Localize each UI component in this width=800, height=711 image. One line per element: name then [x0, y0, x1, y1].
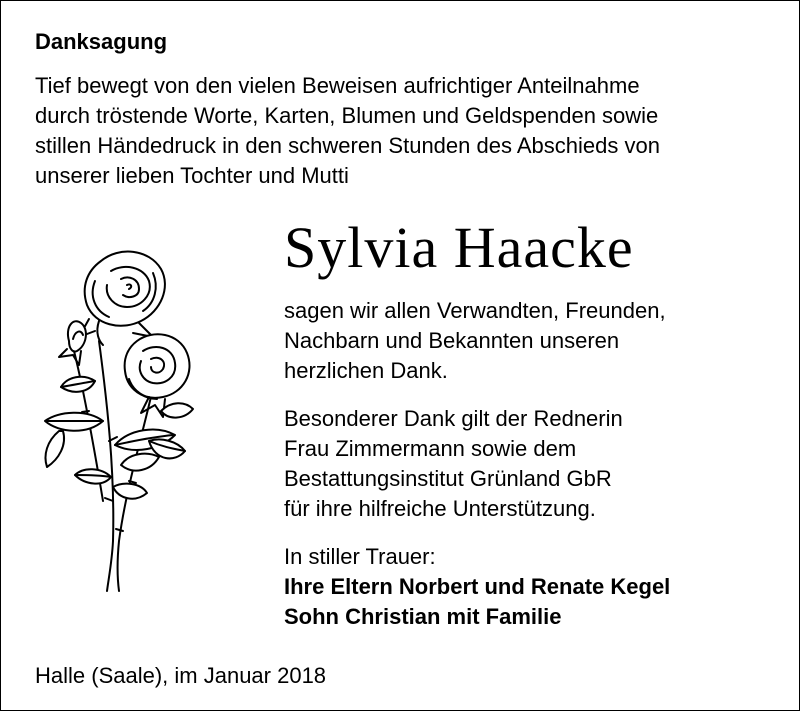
place-and-date: Halle (Saale), im Januar 2018 [35, 663, 327, 688]
intro-line: unserer lieben Tochter und Mutti [35, 163, 349, 188]
mourner-name: Sohn Christian mit Familie [284, 604, 562, 629]
special-thanks-line: Frau Zimmermann sowie dem [284, 436, 577, 461]
thanks-line: sagen wir allen Verwandten, Freunden, [284, 298, 666, 323]
thanks-line: Nachbarn und Bekannten unseren [284, 328, 620, 353]
mourning-label: In stiller Trauer: [284, 544, 436, 569]
intro-line: stillen Händedruck in den schweren Stunden des Abschieds von [35, 133, 660, 158]
roses-illustration [29, 241, 199, 601]
intro-line: Tief bewegt von den vielen Beweisen aufrichtiger Anteilnahme [35, 73, 640, 98]
rose-bud [59, 321, 86, 365]
special-thanks-line: Besonderer Dank gilt der Rednerin [284, 406, 623, 431]
mourners-block [284, 542, 764, 632]
special-thanks-line: für ihre hilfreiche Unterstützung. [284, 496, 596, 521]
thanks-line: herzlichen Dank. [284, 358, 448, 383]
special-thanks-line: Bestattungsinstitut Grünland GbR [284, 466, 612, 491]
top-rose [79, 252, 165, 345]
intro-paragraph [35, 71, 775, 191]
special-thanks-paragraph [284, 404, 764, 524]
mourner-name: Ihre Eltern Norbert und Renate Kegel [284, 574, 671, 599]
notice-heading: Danksagung [35, 29, 168, 54]
thanks-paragraph [284, 296, 764, 386]
intro-line: durch tröstende Worte, Karten, Blumen und Geldspenden sowie [35, 103, 659, 128]
deceased-name: Sylvia Haacke [284, 215, 634, 280]
